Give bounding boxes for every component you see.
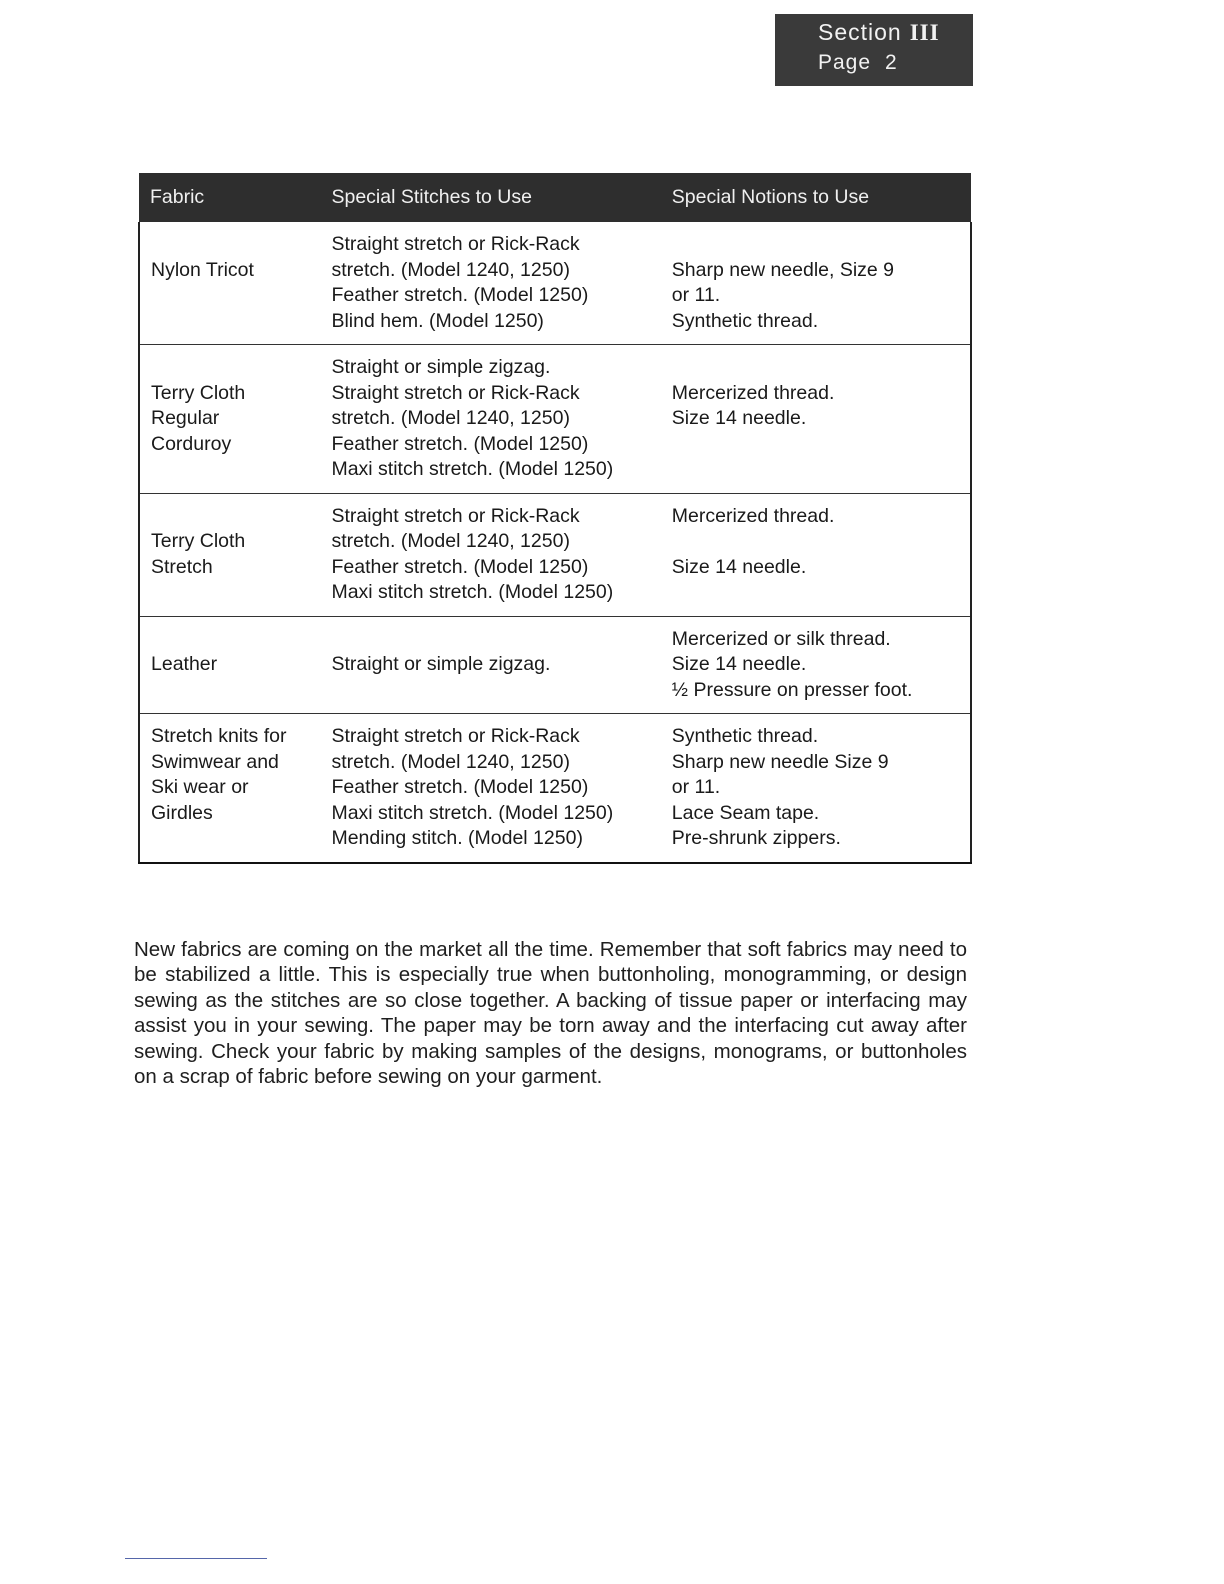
notions-cell <box>661 222 971 345</box>
section-page-tag <box>775 14 973 86</box>
line-gap <box>672 355 970 381</box>
body-paragraph: New fabrics are coming on the market all the time. Remember that soft fabrics may need to be stabilized a little. This is especially true when buttonholing, monogramming, or design sewing as the stitches are so close together. A backing of tissue paper or interfacing may assist you in your sewing. The paper may be torn away and the interfacing cut away after sewing. Check your fabric by making samples of the designs, monograms, or buttonholes on a scrap of fabric before sewing on your garment. <box>134 937 967 1089</box>
cell-line: Girdles <box>151 801 213 824</box>
cell-line: Terry Cloth <box>151 381 246 404</box>
line-gap <box>672 529 970 555</box>
fabric-cell <box>139 714 323 863</box>
cell-line: stretch. (Model 1240, 1250) <box>331 407 570 429</box>
cell-line: Mercerized thread. <box>671 381 835 404</box>
stitches-cell <box>323 222 660 345</box>
table-row <box>139 493 971 616</box>
fabric-guide-table <box>138 173 972 864</box>
table-row <box>139 616 971 714</box>
cell-line: Mercerized or silk thread. <box>671 627 891 650</box>
stitches-cell <box>323 714 660 863</box>
cell-line: Sharp new needle Size 9 <box>671 750 889 773</box>
bottom-rule <box>125 1558 267 1559</box>
line-gap <box>151 232 323 258</box>
line-gap <box>151 504 323 530</box>
cell-line: Ski wear or <box>151 776 249 798</box>
page-number: 2 <box>885 51 898 74</box>
cell-line: Straight stretch or Rick-Rack <box>331 233 580 255</box>
cell-line: Pre-shrunk zippers. <box>671 827 841 849</box>
notions-cell <box>661 345 971 494</box>
cell-line: Straight stretch or Rick-Rack <box>331 381 580 404</box>
section-number: III <box>909 20 940 45</box>
cell-line: Corduroy <box>151 432 232 455</box>
cell-line: Straight stretch or Rick-Rack <box>331 504 580 527</box>
cell-line: ½ Pressure on presser foot. <box>671 678 913 701</box>
cell-line: Leather <box>151 653 218 675</box>
cell-line: Regular <box>151 407 220 429</box>
cell-line: or 11. <box>671 284 721 306</box>
cell-line: Synthetic thread. <box>671 725 819 747</box>
stitches-cell <box>323 345 660 494</box>
cell-line: Feather stretch. (Model 1250) <box>331 776 589 798</box>
stitches-cell <box>323 616 660 714</box>
table-row <box>139 345 971 494</box>
section-label: Section <box>818 19 902 45</box>
cell-line: Stretch knits for <box>151 725 287 747</box>
cell-line: Feather stretch. (Model 1250) <box>331 432 589 455</box>
cell-line: Straight or simple zigzag. <box>331 356 551 378</box>
page-label: Page <box>818 51 872 74</box>
table-body <box>139 222 971 863</box>
cell-line: Feather stretch. (Model 1250) <box>331 284 589 306</box>
cell-line: stretch. (Model 1240, 1250) <box>331 750 570 773</box>
cell-line: Mending stitch. (Model 1250) <box>331 827 583 849</box>
fabric-cell <box>139 345 323 494</box>
fabric-cell <box>139 493 323 616</box>
column-header-stitches: Special Stitches to Use <box>323 173 660 222</box>
cell-line: Blind hem. (Model 1250) <box>331 309 544 332</box>
table-row <box>139 714 971 863</box>
cell-line: Size 14 needle. <box>671 407 807 429</box>
column-header-notions: Special Notions to Use <box>661 173 971 222</box>
line-gap <box>151 355 323 381</box>
cell-line: Feather stretch. (Model 1250) <box>331 555 589 578</box>
notions-cell <box>661 714 971 863</box>
cell-line: Lace Seam tape. <box>671 801 820 824</box>
cell-line: Maxi stitch stretch. (Model 1250) <box>331 458 614 480</box>
cell-line: Straight stretch or Rick-Rack <box>331 725 580 747</box>
notions-cell <box>661 493 971 616</box>
cell-line: Size 14 needle. <box>671 653 807 675</box>
fabric-cell <box>139 222 323 345</box>
cell-line: Sharp new needle, Size 9 <box>671 258 895 281</box>
cell-line: Stretch <box>151 555 213 578</box>
line-gap <box>151 627 323 653</box>
line-gap <box>672 232 970 258</box>
cell-line: Synthetic thread. <box>671 309 819 332</box>
cell-line: Swimwear and <box>151 750 279 773</box>
cell-line: Mercerized thread. <box>671 504 835 527</box>
stitches-cell <box>323 493 660 616</box>
cell-line: stretch. (Model 1240, 1250) <box>331 530 570 552</box>
cell-line: Nylon Tricot <box>151 258 254 281</box>
cell-line: Terry Cloth <box>151 530 246 552</box>
fabric-cell <box>139 616 323 714</box>
line-gap <box>331 627 660 653</box>
table-header-row <box>139 173 971 222</box>
cell-line: Straight or simple zigzag. <box>331 653 551 675</box>
cell-line: stretch. (Model 1240, 1250) <box>331 258 570 281</box>
cell-line: Size 14 needle. <box>671 555 807 578</box>
cell-line: Maxi stitch stretch. (Model 1250) <box>331 581 614 603</box>
notions-cell <box>661 616 971 714</box>
cell-line: Maxi stitch stretch. (Model 1250) <box>331 801 614 824</box>
table-row <box>139 222 971 345</box>
section-line <box>818 17 973 48</box>
page-line <box>818 48 973 78</box>
cell-line: or 11. <box>671 776 721 798</box>
column-header-fabric: Fabric <box>139 173 323 222</box>
